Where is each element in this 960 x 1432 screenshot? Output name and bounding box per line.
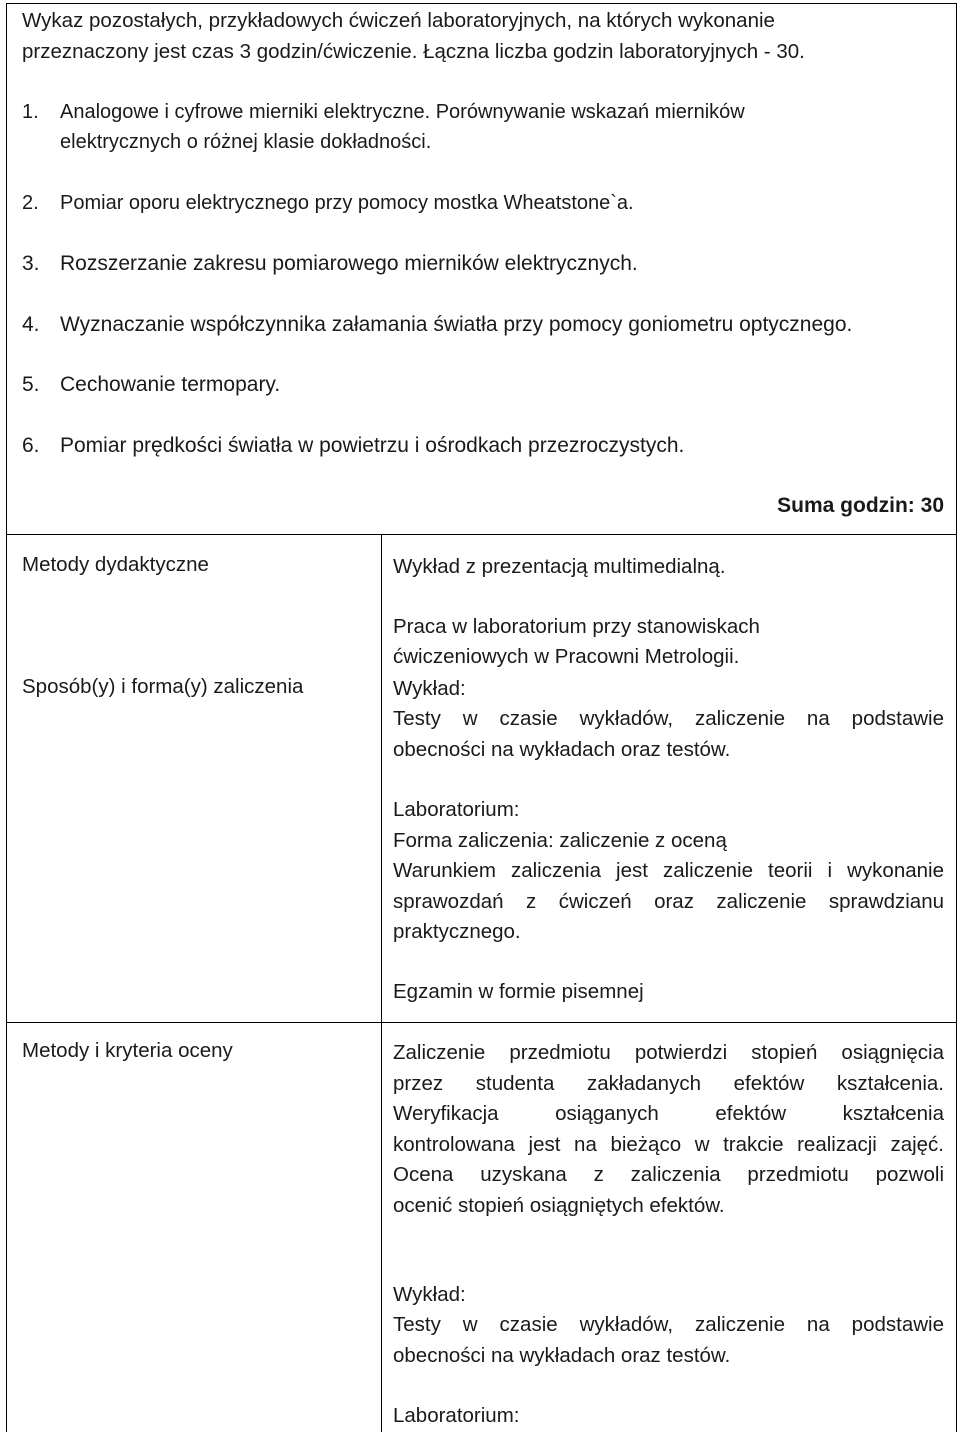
credit-lecture-line-2: obecności na wykładach oraz testów.	[393, 737, 731, 761]
exercise-1-line-2: elektrycznych o różnej klasie dokładności.	[60, 131, 432, 153]
eval-line-6: ocenić stopień osiągniętych efektów.	[393, 1193, 725, 1217]
frame-right	[956, 3, 957, 1432]
credit-lab-form: Forma zaliczenia: zaliczenie z oceną	[393, 829, 727, 852]
header-line-1: Wykaz pozostałych, przykładowych ćwiczeń laboratoryjnych, na których wykonanie	[22, 9, 775, 32]
credit-lecture-title: Wykład:	[393, 677, 466, 700]
methods-label: Metody dydaktyczne	[22, 553, 209, 576]
exercise-1-number: 1.	[22, 101, 39, 123]
row-divider-1	[6, 534, 957, 535]
column-divider	[381, 534, 382, 1432]
credit-exam: Egzamin w formie pisemnej	[393, 980, 644, 1003]
exercise-5-line-1: Cechowanie termopary.	[60, 373, 281, 396]
credit-lab-line-1: Warunkiem zaliczenia jest zaliczenie teorii i wykonanie	[393, 859, 944, 882]
exercise-4-number: 4.	[22, 313, 40, 336]
credit-lab-line-2: sprawozdań z ćwiczeń oraz zaliczenie sprawdzianu	[393, 889, 944, 913]
exercise-6-line-1: Pomiar prędkości światła w powietrzu i ośrodkach przezroczystych.	[60, 434, 685, 457]
frame-left	[6, 3, 7, 1432]
eval-line-3: Weryfikacja osiąganych efektów kształcenia	[393, 1102, 944, 1125]
exercise-4-line-1: Wyznaczanie współczynnika załamania światła przy pomocy goniometru optycznego.	[60, 313, 853, 336]
methods-line-1: Wykład z prezentacją multimedialną.	[393, 555, 726, 578]
eval-line-5: Ocena uzyskana z zaliczenia przedmiotu pozwoli	[393, 1163, 944, 1186]
credit-lecture-line-1: Testy w czasie wykładów, zaliczenie na podstawie	[393, 707, 944, 730]
eval-lab-title: Laboratorium:	[393, 1404, 520, 1427]
credit-lecture-text	[393, 704, 944, 765]
credit-label: Sposób(y) i forma(y) zaliczenia	[22, 675, 304, 698]
credit-lab-text	[393, 856, 944, 948]
row-divider-2	[6, 1022, 957, 1023]
eval-line-2: przez studenta zakładanych efektów kształcenia.	[393, 1071, 944, 1095]
credit-lab-line-3: praktycznego.	[393, 920, 521, 943]
exercise-3-number: 3.	[22, 252, 40, 275]
methods-line-2: Praca w laboratorium przy stanowiskach	[393, 615, 760, 638]
eval-line-1: Zaliczenie przedmiotu potwierdzi stopień osiągnięcia	[393, 1041, 944, 1064]
exercise-1-line-1: Analogowe i cyfrowe mierniki elektryczne. Porównywanie wskazań mierników	[60, 101, 745, 123]
eval-lecture-text	[393, 1310, 944, 1371]
exercise-3-line-1: Rozszerzanie zakresu pomiarowego mierników elektrycznych.	[60, 252, 638, 275]
exercise-2-line-1: Pomiar oporu elektrycznego przy pomocy mostka Wheatstone`a.	[60, 192, 634, 214]
eval-lecture-title: Wykład:	[393, 1283, 466, 1306]
eval-line-4: kontrolowana jest na bieżąco w trakcie realizacji zajęć.	[393, 1132, 944, 1156]
methods-line-3: ćwiczeniowych w Pracowni Metrologii.	[393, 645, 740, 668]
eval-lecture-line-2: obecności na wykładach oraz testów.	[393, 1343, 731, 1367]
exercise-6-number: 6.	[22, 434, 40, 457]
exercise-5-number: 5.	[22, 373, 40, 396]
exercise-2-number: 2.	[22, 192, 39, 214]
header-line-2: przeznaczony jest czas 3 godzin/ćwiczenie. Łączna liczba godzin laboratoryjnych - 30.	[22, 40, 805, 63]
credit-lab-title: Laboratorium:	[393, 798, 520, 821]
eval-label: Metody i kryteria oceny	[22, 1039, 233, 1062]
sum-hours: Suma godzin: 30	[777, 494, 944, 517]
eval-lecture-line-1: Testy w czasie wykładów, zaliczenie na podstawie	[393, 1313, 944, 1336]
eval-text	[393, 1038, 944, 1221]
frame-top	[6, 3, 957, 4]
